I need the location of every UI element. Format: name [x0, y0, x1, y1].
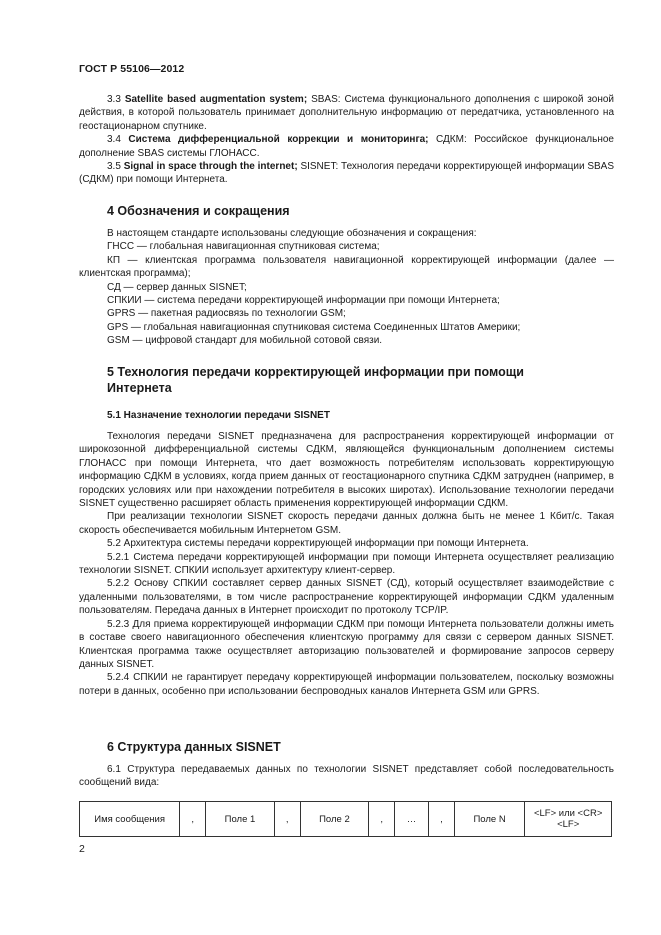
table-cell: Имя сообщения: [80, 802, 180, 837]
paragraph: Технология передачи SISNET предназначена для распространения корректирующей информации от широкозонной дифференциальной системы СДКМ, являющейся функциональным дополнением системы ГЛОНАСС при помощи Интернета, что дает возможность потребителям использовать корректирующую информацию СДКМ в условиях, когда прием данных от геостационарного спутника СДКМ затруднен (например, в городских условиях или при нахождении потребителя в высоких широтах). Использование технологии передачи SISNET существенно расширяет область применения корректирующей информации СДКМ.: [79, 431, 614, 510]
paragraph: 5.2.4 СПКИИ не гарантирует передачу корректирующей информации пользователем, поскольку возможны потери в данных, особенно при использовании беспроводных каналов Интернета GSM или GPRS.: [79, 672, 614, 697]
paragraph: 5.2 Архитектура системы передачи корректирующей информации при помощи Интернета.: [107, 538, 529, 550]
table-cell: …: [395, 802, 429, 837]
term-3-4: 3.4 Система дифференциальной коррекции и мониторинга; СДКМ: Российское функциональное дополнение SBAS системы ГЛОНАСС.: [79, 134, 614, 159]
section-3-terms: [79, 93, 614, 187]
table-cell: ,: [274, 802, 300, 837]
section-6-body: [79, 763, 614, 790]
paragraph: При реализации технологии SISNET скорость передачи данных должна быть не менее 1 Кбит/с. Такая скорость обеспечивается мобильным Интернетом GSM.: [79, 511, 614, 536]
table-row: [80, 802, 612, 837]
abbr-item: СПКИИ — система передачи корректирующей информации при помощи Интернета;: [107, 295, 500, 307]
table-cell: ,: [428, 802, 454, 837]
section-6-intro: 6.1 Структура передаваемых данных по технологии SISNET представляет собой последовательность сообщений вида:: [79, 764, 614, 789]
term-3-5: 3.5 Signal in space through the internet; SISNET: Технология передачи корректирующей информации SBAS (СДКМ) при помощи Интернета.: [79, 161, 615, 186]
table-cell: Поле 1: [206, 802, 275, 837]
section-5-body: [79, 430, 614, 698]
term-3-3: 3.3 Satellite based augmentation system; SBAS: Система функционального дополнения с широкой зоной действия, в которой пользователь принимает дополнительную информацию от передатчика, установленного на геостационарном спутнике.: [79, 94, 615, 132]
abbr-item: GSM — цифровой стандарт для мобильной сотовой связи.: [107, 335, 383, 347]
paragraph: 5.2.2 Основу СПКИИ составляет сервер данных SISNET (СД), который осуществляет взаимодействие с удаленными пользователями, в том числе распространение корректирующей информации СДКМ удаленным пользователям. Передача данных в Интернет происходит по протоколу TCP/IP.: [79, 578, 614, 617]
section-4-intro: В настоящем стандарте использованы следующие обозначения и сокращения:: [107, 228, 477, 239]
document-header: ГОСТ Р 55106—2012: [79, 63, 185, 75]
table-cell: ,: [180, 802, 206, 837]
section-6-heading: 6 Структура данных SISNET: [107, 740, 281, 754]
section-4-body: [79, 227, 614, 348]
abbr-item: КП — клиентская программа пользователя навигационной корректирующей информации (далее — клиентская программа);: [79, 254, 614, 280]
message-structure-table: [79, 801, 612, 837]
section-5-heading-wrap: [107, 364, 614, 396]
abbr-item: ГНСС — глобальная навигационная спутниковая система;: [107, 241, 380, 253]
table-cell: ,: [369, 802, 395, 837]
abbr-item: GPS — глобальная навигационная спутниковая система Соединенных Штатов Америки;: [107, 321, 521, 333]
section-4-heading: 4 Обозначения и сокращения: [107, 204, 290, 218]
section-5-1-heading: 5.1 Назначение технологии передачи SISNET: [107, 410, 330, 421]
paragraph: 5.2.1 Система передачи корректирующей информации при помощи Интернета осуществляет реализацию технологии SISNET. СПКИИ использует архитектуру клиент-сервер.: [79, 551, 614, 577]
page-number: 2: [79, 843, 85, 855]
table-cell: Поле N: [454, 802, 524, 837]
abbr-item: СД — сервер данных SISNET;: [107, 281, 247, 293]
section-4-heading-wrap: [107, 203, 614, 219]
abbr-item: GPRS — пакетная радиосвязь по технологии GSM;: [107, 308, 346, 320]
table-cell: Поле 2: [300, 802, 369, 837]
section-6-heading-wrap: [107, 739, 614, 755]
table-cell: <LF> или <CR> <LF>: [525, 802, 612, 837]
section-5-1-heading-wrap: [107, 409, 614, 422]
section-5-heading: 5 Технология передачи корректирующей информации при помощи Интернета: [107, 365, 524, 395]
paragraph: 5.2.3 Для приема корректирующей информации СДКМ при помощи Интернета пользователи должны иметь в составе своего навигационного обеспечения клиентскую программу для связи с сервером данных SISNET. Клиентская программа также осуществляет авторизацию пользователей и формирование запросов серверу данных SISNET.: [79, 618, 614, 670]
